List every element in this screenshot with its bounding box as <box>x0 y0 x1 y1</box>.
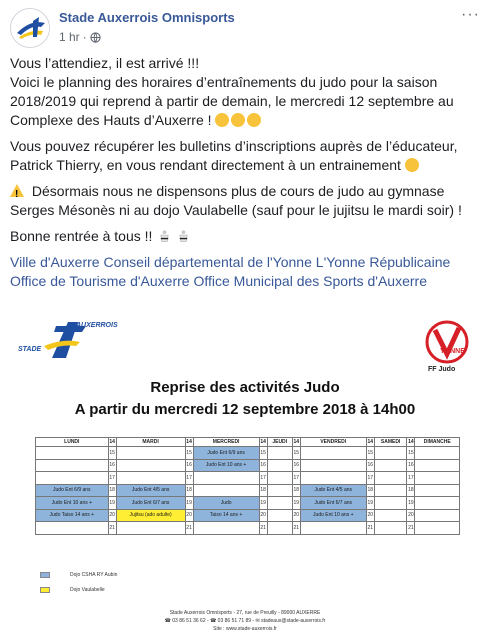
slot <box>267 459 292 472</box>
class-group: Ent 6/7 ans <box>144 499 170 506</box>
class-group: Ent 10 ans + <box>325 512 354 519</box>
hour-col-header: 14 <box>408 439 414 445</box>
hour-col-header: 14 <box>367 439 374 445</box>
hour-label: 17 <box>185 472 193 485</box>
logo-auxerrois-text: AUXERROIS <box>76 322 118 329</box>
warning-icon <box>10 184 24 197</box>
hour-label: 21 <box>108 522 116 535</box>
slot <box>415 447 460 460</box>
slot <box>116 447 185 460</box>
hour-label: 21 <box>259 522 267 535</box>
flyer-subtitle: A partir du mercredi 12 septembre 2018 à 14h00 <box>74 401 416 418</box>
day-header-samedi: SAMEDI <box>374 438 407 447</box>
hour-label: 18 <box>292 484 300 497</box>
meta-separator: · <box>82 30 87 44</box>
more-options-button[interactable]: ··· <box>461 6 480 23</box>
slot <box>300 472 366 485</box>
class-group: Ent 10 ans + <box>63 499 93 506</box>
flyer-footer <box>0 609 490 633</box>
day-header-vendredi: VENDREDI <box>300 438 366 447</box>
class-group: Ent 4/5 ans <box>326 487 353 494</box>
tag-office-sports[interactable]: Office Municipal des Sports d'Auxerre <box>193 273 427 289</box>
class-name: Judo <box>314 487 326 494</box>
post-paragraph-1 <box>10 54 484 130</box>
hour-label: 17 <box>108 472 116 485</box>
class-name: Judo <box>131 499 143 506</box>
hour-label: 20 <box>185 509 193 522</box>
legend-swatch-yellow <box>40 587 50 593</box>
legend-label-yellow: Dojo Vaulabelle <box>70 587 105 593</box>
hour-label: 19 <box>292 497 300 510</box>
slot <box>415 472 460 485</box>
class-name: Judo <box>49 512 61 519</box>
legend-label-blue: Dojo CSHA RY Aubin <box>70 572 118 578</box>
slot <box>415 484 460 497</box>
class-block <box>193 459 259 472</box>
class-name: Judo <box>131 487 143 494</box>
yonne-judo-emblem-icon <box>425 320 469 364</box>
post-body <box>10 54 484 298</box>
hour-label: 20 <box>366 509 374 522</box>
slot <box>300 459 366 472</box>
slot <box>36 522 109 535</box>
class-group: Ent 6/7 ans <box>326 499 353 506</box>
post-header <box>0 0 490 50</box>
slot <box>193 522 259 535</box>
post-line-5: Bonne rentrée à tous !! <box>10 228 153 244</box>
hour-label: 19 <box>259 497 267 510</box>
hour-label: 18 <box>407 484 415 497</box>
class-block <box>193 497 259 510</box>
post-tags <box>10 253 484 291</box>
class-group: Taiso 14 ans + <box>61 512 95 519</box>
class-group: Ent 6/9 ans <box>65 487 91 494</box>
class-block <box>36 509 109 522</box>
hour-label: 17 <box>292 472 300 485</box>
slot <box>415 522 460 535</box>
hour-label: 15 <box>407 447 415 460</box>
hour-label: 20 <box>108 509 116 522</box>
class-name: Judo <box>51 499 63 506</box>
schedule-row <box>36 472 460 485</box>
grinning-face-icon <box>215 113 229 127</box>
class-group: Taiso 14 ans + <box>209 512 243 519</box>
hour-label: 17 <box>407 472 415 485</box>
page-name-link[interactable]: Stade Auxerrois Omnisports <box>59 10 235 25</box>
hour-label: 20 <box>259 509 267 522</box>
day-header-mardi: MARDI <box>116 438 185 447</box>
schedule-row <box>36 447 460 460</box>
smiling-face-icon <box>405 158 419 172</box>
tag-ville-auxerre[interactable]: Ville d'Auxerre <box>10 254 100 270</box>
slot <box>267 447 292 460</box>
slot <box>267 509 292 522</box>
flyer-title: Reprise des activités Judo <box>150 379 340 396</box>
footer-contact: ☎ 03 86 51 36 62 - ☎ 03 86 51 71 89 - ✉ stadeaux@stade-auxerrois.fr <box>164 618 326 624</box>
class-block <box>36 497 109 510</box>
post-line-2: Voici le planning des horaires d’entraînements du judo pour la saison 2018/2019 qui reprend à partir de demain, le mercredi 12 septembre au Complexe des Hauts d’Auxerre ! <box>10 74 454 128</box>
slot <box>193 484 259 497</box>
hour-label: 17 <box>366 472 374 485</box>
slot <box>267 522 292 535</box>
hour-label: 19 <box>366 497 374 510</box>
club-logo-icon <box>11 9 50 48</box>
post-paragraph-4 <box>10 227 484 246</box>
hour-label: 16 <box>366 459 374 472</box>
class-group: Ent 10 ans + <box>218 462 247 469</box>
martial-arts-uniform-icon <box>177 229 190 243</box>
legend-yellow <box>40 587 105 593</box>
logo-yonne-text: YONNE <box>440 348 465 355</box>
footer-website: Site : www.stade-auxerrois.fr <box>213 626 277 632</box>
class-block <box>116 497 185 510</box>
class-name: Judo <box>314 499 326 506</box>
class-block <box>193 447 259 460</box>
footer-address: Stade Auxerrois Omnisports - 27, rue de Preuilly - 89000 AUXERRE <box>169 610 321 616</box>
hour-label: 21 <box>292 522 300 535</box>
logo-stade-text: STADE <box>18 346 42 353</box>
slot <box>267 484 292 497</box>
day-header-dimanche: DIMANCHE <box>415 438 460 447</box>
day-header-lundi: LUNDI <box>36 438 109 447</box>
class-name: Judo <box>313 512 324 519</box>
grinning-face-icon <box>231 113 245 127</box>
slot <box>415 509 460 522</box>
day-header-mercredi: MERCREDI <box>193 438 259 447</box>
slot <box>116 522 185 535</box>
hour-label: 15 <box>108 447 116 460</box>
slot <box>267 472 292 485</box>
tag-office-tourisme[interactable]: Office de Tourisme d'Auxerre <box>10 273 190 289</box>
class-name: Judo <box>53 487 64 494</box>
slot <box>374 497 407 510</box>
class-name: Jujitsu <box>129 512 144 519</box>
hour-label: 15 <box>366 447 374 460</box>
hour-label: 19 <box>185 497 193 510</box>
hour-label: 15 <box>292 447 300 460</box>
logo-ffjudo-text: FF Judo <box>428 366 456 373</box>
class-name: Judo <box>207 449 219 456</box>
schedule-header-row <box>36 438 460 447</box>
schedule-row <box>36 522 460 535</box>
class-block <box>116 484 185 497</box>
slot <box>116 472 185 485</box>
hour-col-header: 14 <box>109 439 115 445</box>
post-paragraph-3 <box>10 182 484 220</box>
slot <box>374 509 407 522</box>
hour-label: 16 <box>407 459 415 472</box>
schedule-row <box>36 497 460 510</box>
martial-arts-uniform-icon <box>158 229 171 243</box>
class-name: Judo <box>220 499 232 506</box>
hour-col-header: 14 <box>293 439 300 445</box>
slot <box>36 447 109 460</box>
hour-label: 20 <box>292 509 300 522</box>
hour-label: 19 <box>108 497 116 510</box>
schedule-row <box>36 459 460 472</box>
slot <box>374 459 407 472</box>
legend-blue <box>40 572 117 578</box>
schedule-row <box>36 484 460 497</box>
slot <box>193 472 259 485</box>
class-group: (ado adulte) <box>145 512 172 519</box>
hour-label: 16 <box>185 459 193 472</box>
hour-label: 15 <box>259 447 267 460</box>
ff-judo-yonne-logo <box>420 320 474 378</box>
post-time[interactable]: 1 hr <box>59 30 80 44</box>
hour-label: 16 <box>108 459 116 472</box>
slot <box>374 522 407 535</box>
globe-icon[interactable] <box>90 32 101 43</box>
hour-label: 21 <box>407 522 415 535</box>
slot <box>374 484 407 497</box>
hour-label: 17 <box>259 472 267 485</box>
slot <box>36 472 109 485</box>
slot <box>267 497 292 510</box>
slot <box>415 459 460 472</box>
hour-label: 21 <box>366 522 374 535</box>
post-paragraph-2 <box>10 137 484 175</box>
hour-label: 20 <box>407 509 415 522</box>
legend-swatch-blue <box>40 572 50 578</box>
class-name: Judo <box>205 462 217 469</box>
slot <box>374 447 407 460</box>
class-block <box>300 497 366 510</box>
slot <box>415 497 460 510</box>
class-block <box>36 484 109 497</box>
slot <box>300 522 366 535</box>
hour-label: 19 <box>407 497 415 510</box>
hour-label: 18 <box>108 484 116 497</box>
hour-label: 15 <box>185 447 193 460</box>
slot <box>300 447 366 460</box>
hour-label: 18 <box>185 484 193 497</box>
class-block <box>300 509 366 522</box>
hour-label: 18 <box>259 484 267 497</box>
schedule-table <box>35 437 460 535</box>
tag-conseil-yonne[interactable]: Conseil départemental de l'Yonne <box>103 254 312 270</box>
post-line-4: Désormais nous ne dispensons plus de cours de judo au gymnase Serges Mésonès ni au dojo Vaulabelle (sauf pour le jujitsu le mardi soir) ! <box>10 183 462 218</box>
day-header-jeudi: JEUDI <box>267 438 292 447</box>
grinning-face-icon <box>247 113 261 127</box>
class-group: Ent 4/5 ans <box>144 487 170 494</box>
slot <box>374 472 407 485</box>
hour-label: 16 <box>292 459 300 472</box>
hour-col-header: 14 <box>260 439 266 445</box>
class-block <box>300 484 366 497</box>
page-avatar[interactable] <box>10 8 50 48</box>
stade-auxerrois-logo <box>16 316 126 372</box>
post-line-1: Vous l’attendiez, il est arrivé !!! <box>10 55 200 71</box>
hour-col-header: 14 <box>186 439 192 445</box>
slot <box>36 459 109 472</box>
schedule-row <box>36 509 460 522</box>
hour-label: 16 <box>259 459 267 472</box>
slot <box>116 459 185 472</box>
hour-label: 21 <box>185 522 193 535</box>
tag-yonne-republicaine[interactable]: L'Yonne Républicaine <box>315 254 451 270</box>
post-meta <box>59 30 101 44</box>
post-line-3: Vous pouvez récupérer les bulletins d’inscriptions auprès de l’éducateur, Patrick Thierry, en vous rendant directement à un entrainement <box>10 138 458 173</box>
class-group: Ent 6/9 ans <box>219 449 245 456</box>
class-block <box>193 509 259 522</box>
class-block-vaulabelle <box>116 509 185 522</box>
hour-label: 18 <box>366 484 374 497</box>
